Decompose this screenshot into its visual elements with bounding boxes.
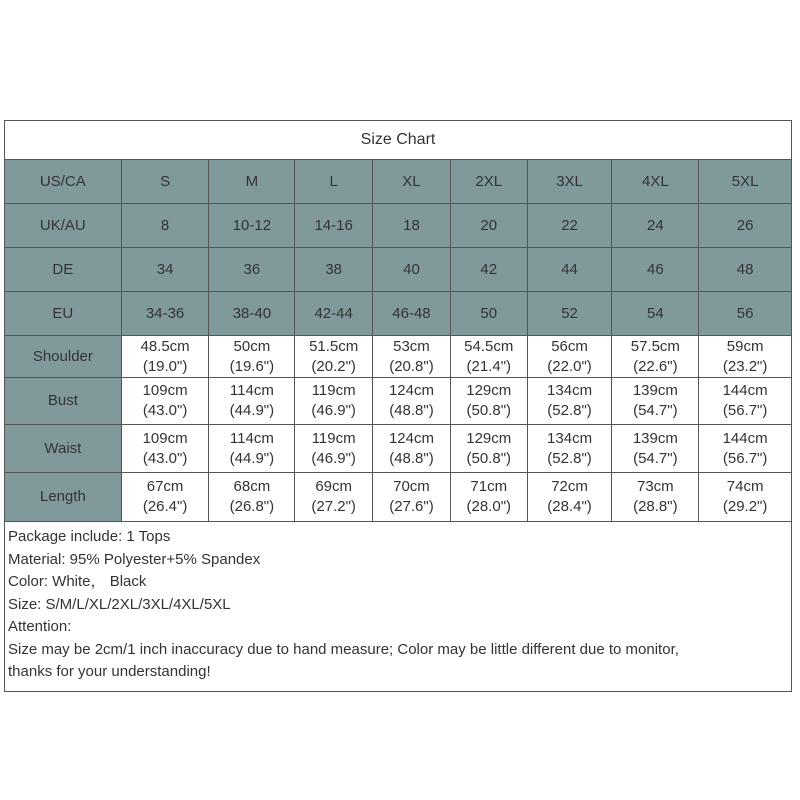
size-cell: 24 <box>612 203 699 247</box>
size-cell: 8 <box>122 203 210 247</box>
measure-cell: 124cm (48.8") <box>373 424 451 472</box>
measure-cell: 134cm (52.8") <box>528 424 613 472</box>
size-cell: M <box>209 159 295 203</box>
measure-cell: 114cm (44.9") <box>209 424 295 472</box>
size-cell: 42 <box>451 247 528 291</box>
size-row-uk-au <box>5 203 791 247</box>
row-label: EU <box>5 291 122 335</box>
size-cell: 46-48 <box>373 291 451 335</box>
size-cell: 56 <box>699 291 791 335</box>
measure-cell: 129cm (50.8") <box>451 424 528 472</box>
size-cell: 3XL <box>528 159 613 203</box>
measure-cell: 68cm (26.8") <box>209 472 295 521</box>
measure-cell: 53cm (20.8") <box>373 335 451 377</box>
size-cell: 50 <box>451 291 528 335</box>
measure-cell: 70cm (27.6") <box>373 472 451 521</box>
size-row-us-ca <box>5 159 791 203</box>
size-cell: 34-36 <box>122 291 210 335</box>
measure-row-shoulder <box>5 335 791 377</box>
measure-cell: 73cm (28.8") <box>612 472 699 521</box>
size-cell: 54 <box>612 291 699 335</box>
measure-row-waist <box>5 424 791 472</box>
measure-cell: 54.5cm (21.4") <box>451 335 528 377</box>
measure-cell: 56cm (22.0") <box>528 335 613 377</box>
size-cell: 22 <box>528 203 613 247</box>
row-label: Shoulder <box>5 335 122 377</box>
measure-row-length <box>5 472 791 521</box>
size-cell: 34 <box>122 247 210 291</box>
size-cell: 38-40 <box>209 291 295 335</box>
note-size: Size: S/M/L/XL/2XL/3XL/4XL/5XL <box>8 595 231 613</box>
measure-cell: 119cm (46.9") <box>295 377 373 424</box>
size-cell: 26 <box>699 203 791 247</box>
measure-row-bust <box>5 377 791 424</box>
measure-cell: 71cm (28.0") <box>451 472 528 521</box>
measure-cell: 69cm (27.2") <box>295 472 373 521</box>
product-notes <box>5 521 791 684</box>
note-package: Package include: 1 Tops <box>8 528 171 545</box>
size-cell: S <box>122 159 210 203</box>
measure-cell: 119cm (46.9") <box>295 424 373 472</box>
size-cell: XL <box>373 159 451 203</box>
size-cell: 48 <box>699 247 791 291</box>
measure-cell: 48.5cm (19.0") <box>122 335 210 377</box>
measure-cell: 51.5cm (20.2") <box>295 335 373 377</box>
row-label: Bust <box>5 377 122 424</box>
note-attention: Attention: <box>8 618 72 635</box>
measure-cell: 74cm (29.2") <box>699 472 791 521</box>
measure-cell: 129cm (50.8") <box>451 377 528 424</box>
row-label: Waist <box>5 424 122 472</box>
size-cell: 40 <box>373 247 451 291</box>
measure-cell: 144cm (56.7") <box>699 424 791 472</box>
measure-cell: 59cm (23.2") <box>699 335 791 377</box>
measure-cell: 139cm (54.7") <box>612 377 699 424</box>
measure-cell: 57.5cm (22.6") <box>612 335 699 377</box>
size-row-de <box>5 247 791 291</box>
size-cell: 44 <box>528 247 613 291</box>
size-cell: 14-16 <box>295 203 373 247</box>
measure-cell: 67cm (26.4") <box>122 472 210 521</box>
measure-cell: 50cm (19.6") <box>209 335 295 377</box>
size-cell: 10-12 <box>209 203 295 247</box>
note-material: Material: 95% Polyester+5% Spandex <box>8 550 261 568</box>
measure-cell: 134cm (52.8") <box>528 377 613 424</box>
size-cell: 18 <box>373 203 451 247</box>
measure-cell: 109cm (43.0") <box>122 377 210 424</box>
note-disclaimer: Size may be 2cm/1 inch inaccuracy due to hand measure; Color may be little different due to monitor, <box>8 640 679 658</box>
size-cell: 2XL <box>451 159 528 203</box>
chart-title: Size Chart <box>360 131 436 148</box>
size-cell: L <box>295 159 373 203</box>
size-cell: 4XL <box>612 159 699 203</box>
note-thanks: thanks for your understanding! <box>8 663 211 680</box>
measure-cell: 144cm (56.7") <box>699 377 791 424</box>
row-label: US/CA <box>5 159 122 203</box>
row-label: Length <box>5 472 122 521</box>
measure-cell: 72cm (28.4") <box>528 472 613 521</box>
row-label: UK/AU <box>5 203 122 247</box>
size-row-eu <box>5 291 791 335</box>
size-cell: 42-44 <box>295 291 373 335</box>
size-chart-table <box>4 120 792 692</box>
size-cell: 52 <box>528 291 613 335</box>
size-cell: 5XL <box>699 159 791 203</box>
size-cell: 38 <box>295 247 373 291</box>
row-label: DE <box>5 247 122 291</box>
measure-cell: 109cm (43.0") <box>122 424 210 472</box>
note-color: Color: White， Black <box>8 573 147 590</box>
measure-cell: 139cm (54.7") <box>612 424 699 472</box>
size-cell: 46 <box>612 247 699 291</box>
size-cell: 36 <box>209 247 295 291</box>
measure-cell: 124cm (48.8") <box>373 377 451 424</box>
size-cell: 20 <box>451 203 528 247</box>
measure-cell: 114cm (44.9") <box>209 377 295 424</box>
